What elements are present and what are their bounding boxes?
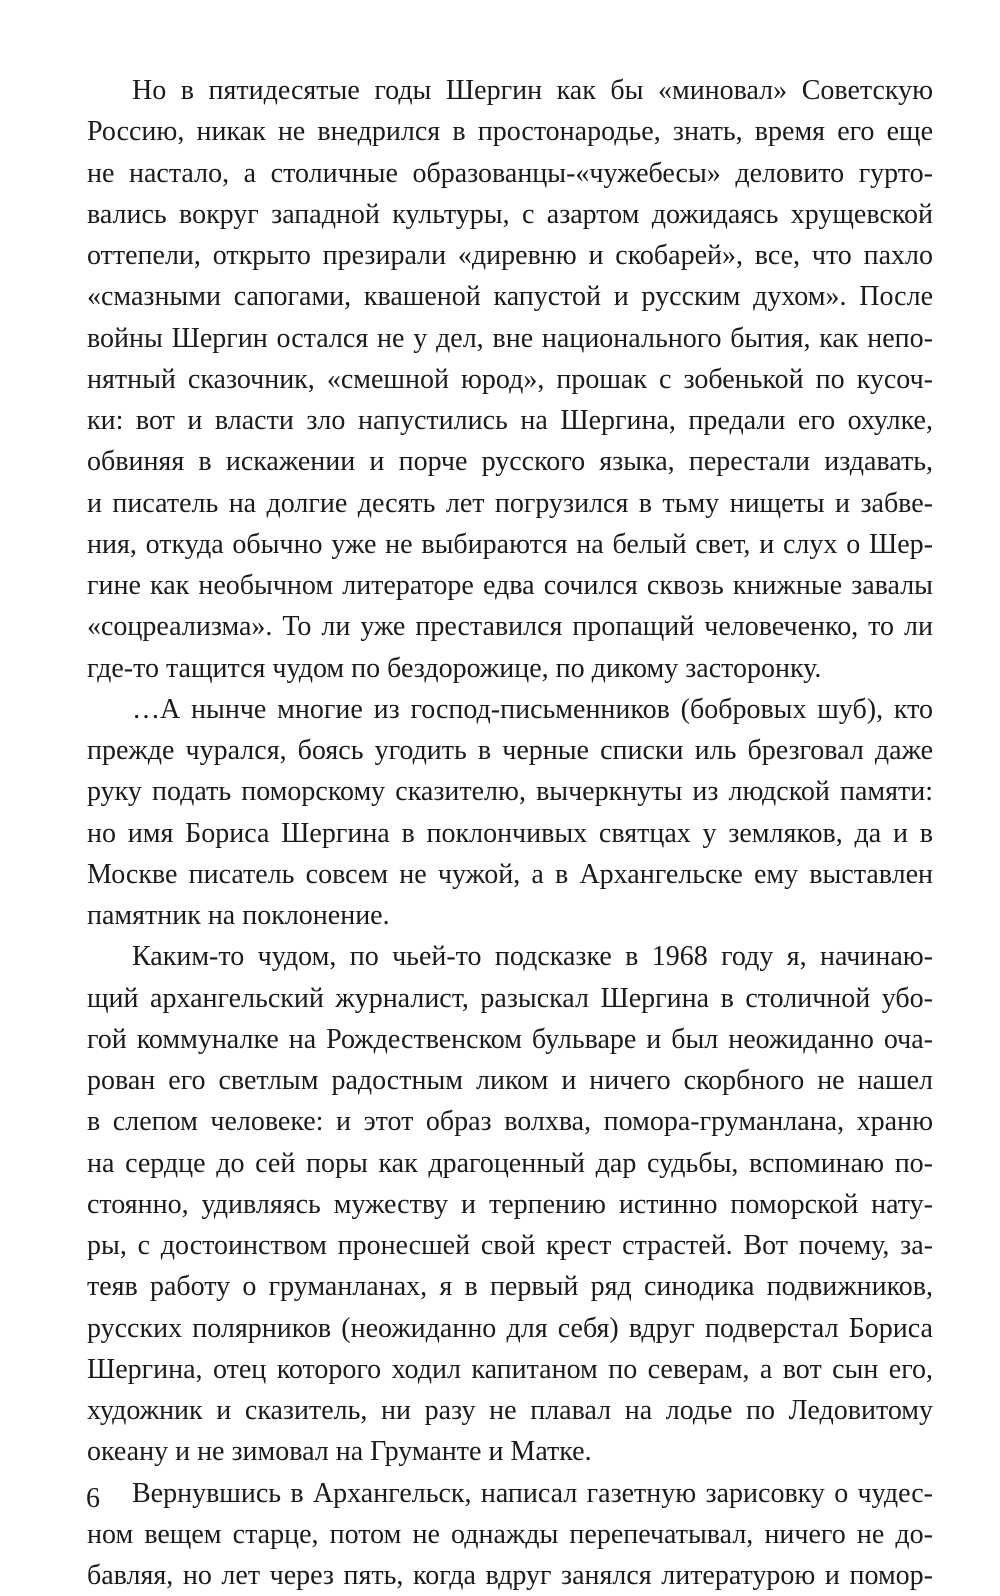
text-line: гине как необычном литераторе едва сочился сквозь книжные завалы [87,565,933,606]
text-line: гой коммуналке на Рождественском бульваре и был неожиданно оча- [87,1019,933,1060]
paragraph-2 [87,689,933,937]
text-line: где-то тащится чудом по бездорожице, по дикому засторонку. [87,648,933,689]
text-line: оттепели, открыто презирали «диревню и скобарей», все, что пахло [87,235,933,276]
text-line: Вернувшись в Архангельск, написал газетную зарисовку о чудес- [87,1473,933,1514]
text-line: не настало, а столичные образованцы-«чужебесы» деловито гурто- [87,153,933,194]
text-line: ния, откуда обычно уже не выбираются на белый свет, и слух о Шер- [87,524,933,565]
page-number: 6 [86,1478,100,1519]
text-line: «соцреализма». То ли уже преставился пропащий человеченко, то ли [87,606,933,647]
text-line: стоянно, удивляясь мужеству и терпению истинно поморской нату- [87,1184,933,1225]
text-line: ры, с достоинством пронесшей свой крест страстей. Вот почему, за- [87,1225,933,1266]
text-line: памятник на поклонение. [87,895,933,936]
text-line: прежде чурался, боясь угодить в черные списки иль брезговал даже [87,730,933,771]
text-line: Москве писатель совсем не чужой, а в Архангельске ему выставлен [87,854,933,895]
text-line: нятный сказочник, «смешной юрод», прошак с зобенькой по кусоч- [87,359,933,400]
text-line: …А нынче многие из господ-письменников (бобровых шуб), кто [87,689,933,730]
text-line: обвиняя в искажении и порче русского языка, перестали издавать, [87,441,933,482]
page-text [87,70,933,1596]
text-line: океану и не зимовал на Груманте и Матке. [87,1431,933,1472]
text-line: в слепом человеке: и этот образ волхва, помора-груманлана, храню [87,1101,933,1142]
text-line: «смазными сапогами, квашеной капустой и русским духом». После [87,276,933,317]
text-line: Россию, никак не внедрился в простонародье, знать, время его еще [87,111,933,152]
text-line: и писатель на долгие десять лет погрузился в тьму нищеты и забве- [87,483,933,524]
text-line: теяв работу о груманланах, я в первый ряд синодика подвижников, [87,1266,933,1307]
paragraph-3 [87,936,933,1472]
text-line: Шергина, отец которого ходил капитаном по северам, а вот сын его, [87,1349,933,1390]
text-line: щий архангельский журналист, разыскал Шергина в столичной убо- [87,978,933,1019]
text-line: на сердце до сей поры как драгоценный дар судьбы, вспоминаю по- [87,1143,933,1184]
text-line: Но в пятидесятые годы Шергин как бы «миновал» Советскую [87,70,933,111]
text-line: русских полярников (неожиданно для себя) вдруг подверстал Бориса [87,1308,933,1349]
text-line: но имя Бориса Шергина в поклончивых святцах у земляков, да и в [87,813,933,854]
text-line: бавляя, но лет через пять, когда вдруг занялся литературою и помор- [87,1555,933,1596]
text-line: Каким-то чудом, по чьей-то подсказке в 1968 году я, начинаю- [87,936,933,977]
text-line: рован его светлым радостным ликом и ничего скорбного не нашел [87,1060,933,1101]
text-line: ном вещем старце, потом не однажды перепечатывал, ничего не до- [87,1514,933,1555]
text-line: ки: вот и власти зло напустились на Шергина, предали его охулке, [87,400,933,441]
text-line: художник и сказитель, ни разу не плавал на лодье по Ледовитому [87,1390,933,1431]
text-line: руку подать поморскому сказителю, вычеркнуты из людской памяти: [87,771,933,812]
text-line: вались вокруг западной культуры, с азартом дожидаясь хрущевской [87,194,933,235]
paragraph-1 [87,70,933,689]
paragraph-4 [87,1473,933,1596]
text-line: войны Шергин остался не у дел, вне национального бытия, как непо- [87,318,933,359]
